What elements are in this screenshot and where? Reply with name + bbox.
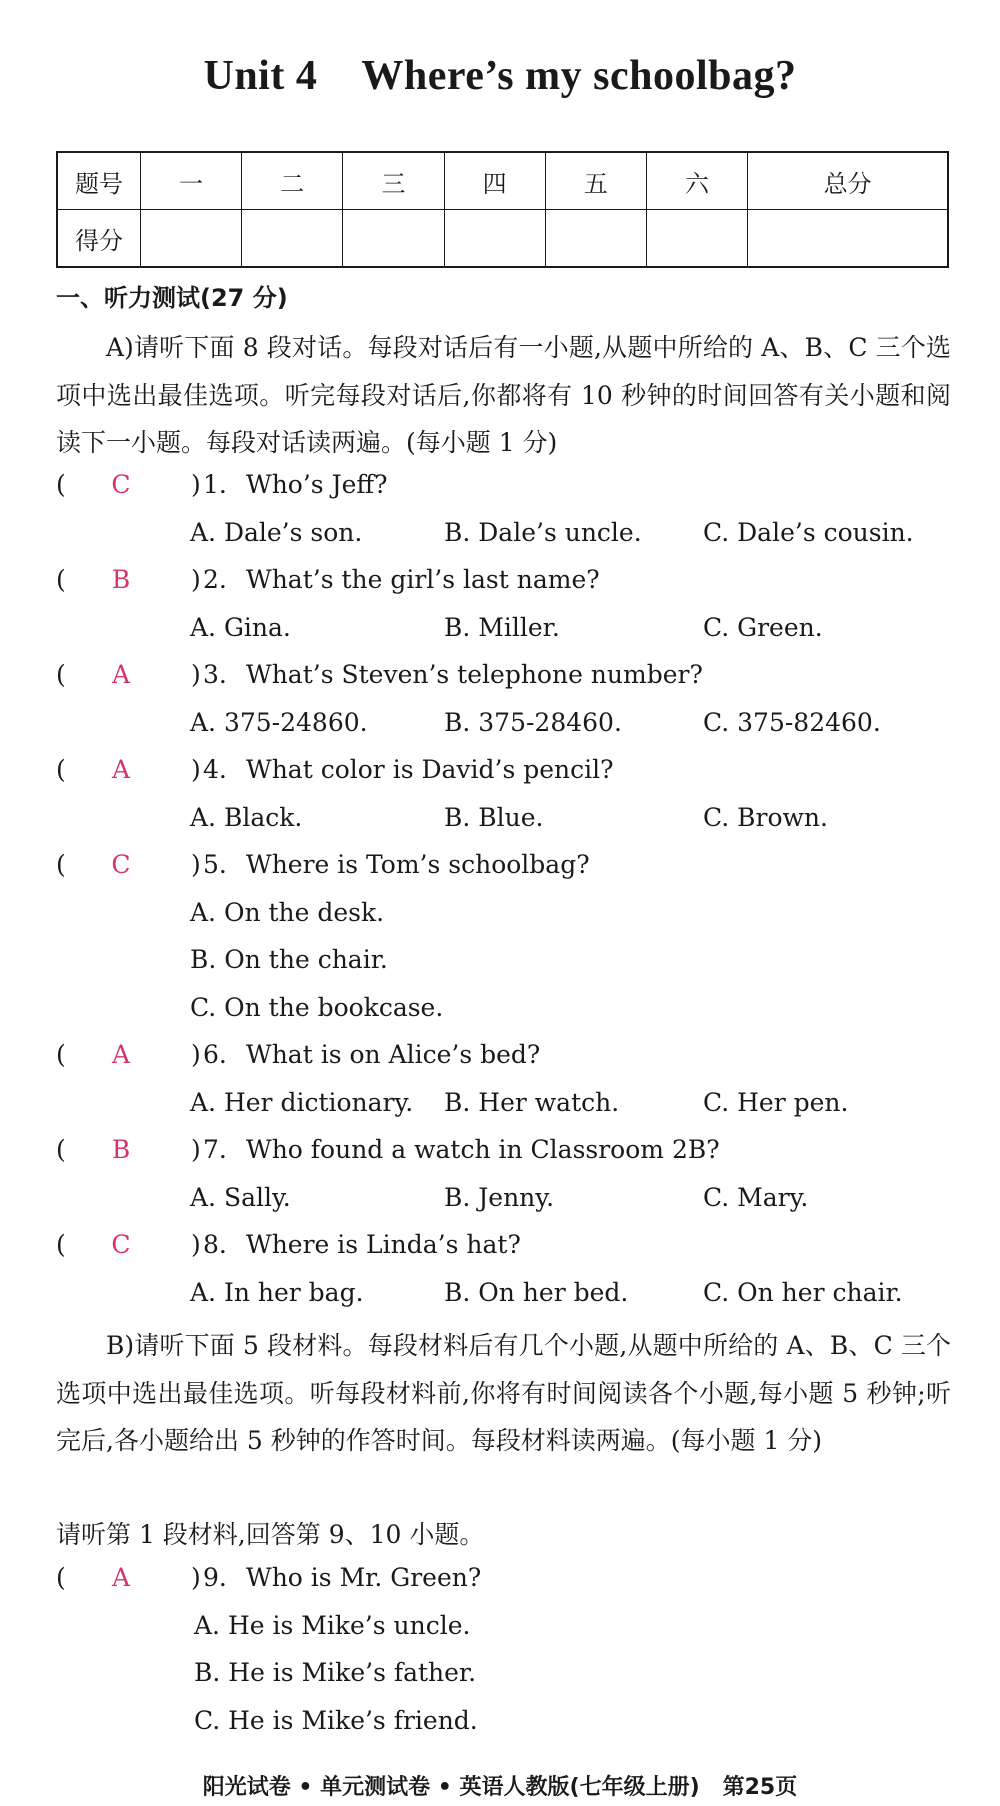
- column-header: 一: [141, 152, 242, 210]
- row-label-question-number: 题号: [57, 152, 141, 210]
- question-number: 1.: [203, 470, 227, 499]
- option-a: A. Black.: [190, 803, 303, 832]
- question-text: What’s Steven’s telephone number?: [246, 660, 703, 689]
- answer-mark: A: [111, 755, 131, 784]
- score-cell[interactable]: [141, 210, 242, 268]
- unit-label: Unit 4: [203, 53, 318, 99]
- option-b: B. Miller.: [444, 613, 560, 642]
- part-a-instructions: A)请听下面 8 段对话。每段对话后有一小题,从题中所给的 A、B、C 三个选项中选出最佳选项。听完每段对话后,你都将有 10 秒钟的时间回答有关小题和阅读下一小题。每段对话读两遍。(每小题 1 分): [56, 333, 951, 457]
- question-text: What’s the girl’s last name?: [246, 565, 600, 594]
- page-title: [0, 52, 1000, 100]
- answer-mark: C: [111, 470, 131, 499]
- question-text: Where is Tom’s schoolbag?: [246, 850, 590, 879]
- option-a: A. Her dictionary.: [190, 1088, 414, 1117]
- column-header: 总分: [748, 152, 948, 210]
- score-cell[interactable]: [545, 210, 646, 268]
- score-table: [56, 151, 949, 268]
- question-number: 3.: [203, 660, 227, 689]
- option-c: C. On the bookcase.: [190, 993, 444, 1022]
- option-b: B. Blue.: [444, 803, 544, 832]
- answer-mark: A: [111, 1040, 131, 1069]
- material-1-prompt: 请听第 1 段材料,回答第 9、10 小题。: [56, 1520, 485, 1549]
- question-number: 7.: [203, 1135, 227, 1164]
- option-b: B. 375-28460.: [444, 708, 622, 737]
- option-c: C. Green.: [703, 613, 823, 642]
- option-a: A. Dale’s son.: [190, 518, 363, 547]
- column-header: 二: [242, 152, 343, 210]
- page-number: 第25页: [722, 1775, 798, 1800]
- option-c: C. He is Mike’s friend.: [194, 1706, 478, 1735]
- option-c: C. Mary.: [703, 1183, 809, 1212]
- option-c: C. Brown.: [703, 803, 828, 832]
- option-c: C. Dale’s cousin.: [703, 518, 914, 547]
- option-c: C. 375-82460.: [703, 708, 881, 737]
- answer-mark: A: [111, 1563, 131, 1592]
- page-footer: [0, 1770, 1000, 1801]
- column-header: 三: [343, 152, 444, 210]
- column-header: 四: [444, 152, 545, 210]
- column-header: 五: [545, 152, 646, 210]
- question-number: 4.: [203, 755, 227, 784]
- score-table-header-row: [57, 152, 948, 210]
- question-text: What is on Alice’s bed?: [246, 1040, 541, 1069]
- question-number: 9.: [203, 1563, 227, 1592]
- score-cell[interactable]: [343, 210, 444, 268]
- option-a: A. Sally.: [190, 1183, 291, 1212]
- option-b: B. On the chair.: [190, 945, 388, 974]
- option-a: A. Gina.: [190, 613, 291, 642]
- option-b: B. On her bed.: [444, 1278, 629, 1307]
- footer-series: 阳光试卷 • 单元测试卷 • 英语人教版(七年级上册): [202, 1775, 700, 1800]
- option-b: B. Jenny.: [444, 1183, 555, 1212]
- row-label-score: 得分: [57, 210, 141, 268]
- unit-topic: Where’s my schoolbag?: [361, 53, 797, 99]
- answer-mark: A: [111, 660, 131, 689]
- option-b: B. Her watch.: [444, 1088, 620, 1117]
- score-cell[interactable]: [646, 210, 747, 268]
- score-cell[interactable]: [444, 210, 545, 268]
- option-a: A. On the desk.: [190, 898, 385, 927]
- question-number: 5.: [203, 850, 227, 879]
- question-text: Who found a watch in Classroom 2B?: [246, 1135, 720, 1164]
- score-cell[interactable]: [242, 210, 343, 268]
- option-b: B. Dale’s uncle.: [444, 518, 642, 547]
- question-text: Where is Linda’s hat?: [246, 1230, 521, 1259]
- column-header: 六: [646, 152, 747, 210]
- question-number: 2.: [203, 565, 227, 594]
- option-b: B. He is Mike’s father.: [194, 1658, 477, 1687]
- question-text: Who is Mr. Green?: [246, 1563, 482, 1592]
- part-b-instructions: B)请听下面 5 段材料。每段材料后有几个小题,从题中所给的 A、B、C 三个选项中选出最佳选项。听每段材料前,你将有时间阅读各个小题,每小题 5 秒钟;听完后,各小题给出 5 秒钟的作答时间。每段材料读两遍。(每小题 1 分): [56, 1331, 951, 1455]
- answer-mark: C: [111, 850, 131, 879]
- question-text: What color is David’s pencil?: [246, 755, 614, 784]
- option-a: A. He is Mike’s uncle.: [194, 1611, 471, 1640]
- answer-mark: C: [111, 1230, 131, 1259]
- score-cell[interactable]: [748, 210, 948, 268]
- option-c: C. On her chair.: [703, 1278, 903, 1307]
- section-title: 一、听力测试(27 分): [56, 284, 288, 312]
- answer-mark: B: [111, 1135, 131, 1164]
- score-table-score-row: [57, 210, 948, 268]
- answer-mark: B: [111, 565, 131, 594]
- question-number: 6.: [203, 1040, 227, 1069]
- question-text: Who’s Jeff?: [246, 470, 388, 499]
- option-a: A. 375-24860.: [190, 708, 368, 737]
- option-c: C. Her pen.: [703, 1088, 849, 1117]
- question-number: 8.: [203, 1230, 227, 1259]
- option-a: A. In her bag.: [190, 1278, 364, 1307]
